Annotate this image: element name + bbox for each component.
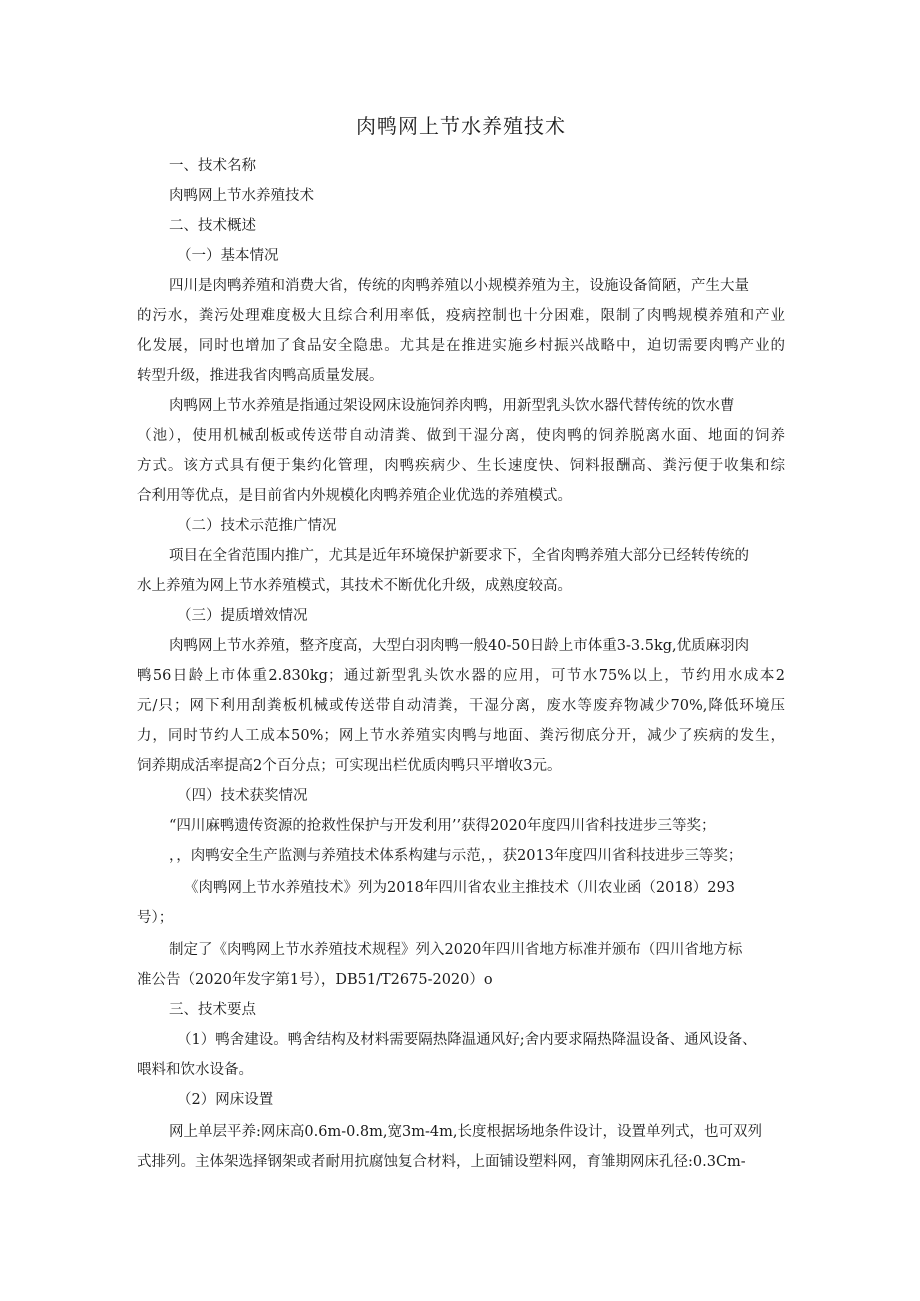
award-3-line: 《肉鸭网上节水养殖技术》列为2018年四川省农业主推技术（川农业函（2018）293 xyxy=(184,880,735,896)
award-1: “四川麻鸭遗传资源的抢救性保护与开发利用’’获得2020年度四川省科技进步三等奖； xyxy=(169,818,716,834)
point-1-line: 喂料和饮水设备。 xyxy=(137,1062,253,1078)
paragraph-2-line: 肉鸭网上节水养殖是指通过架设网床设施饲养肉鸭，用新型乳头饮水器代替传统的饮水曹 xyxy=(169,398,735,414)
paragraph-5-line: 网上单层平养:网床高0.6m-0.8m,宽3m-4m,长度根据场地条件设计，设置单列式，也可双列 xyxy=(169,1124,762,1140)
point-1-line: （1）鸭舍建设。鸭舍结构及材料需要隔热降温通风好;舍内要求隔热降温设备、通风设备、 xyxy=(177,1032,757,1048)
document-title: 肉鸭网上节水养殖技术 xyxy=(356,114,566,138)
award-4-line: 准公告（2020年发字第1号），DB51/T2675-2020）o xyxy=(137,972,493,988)
paragraph-4-line: 力，同时节约人工成本50%；网上节水养殖实肉鸭与地面、粪污彻底分开，减少了疾病的发生， xyxy=(137,728,785,744)
paragraph-1-line: 四川是肉鸭养殖和消费大省，传统的肉鸭养殖以小规模养殖为主，设施设备简陋，产生大量 xyxy=(169,278,749,294)
subsection-3-heading: （三）提质增效情况 xyxy=(177,608,308,624)
point-2-heading: （2）网床设置 xyxy=(177,1092,274,1108)
paragraph-4-line: 肉鸭网上节水养殖，整齐度高，大型白羽肉鸭一般40-50日龄上市体重3-3.5kg,优质麻羽肉 xyxy=(169,638,750,654)
paragraph-3-line: 水上养殖为网上节水养殖模式，其技术不断优化升级，成熟度较高。 xyxy=(137,578,572,594)
award-3-line: 号）； xyxy=(137,910,174,926)
section-1-text: 肉鸭网上节水养殖技术 xyxy=(169,188,314,204)
paragraph-4-line: 元/只；网下利用刮粪板机械或传送带自动清粪，干湿分离，废水等废弃物减少70%,降低环境压 xyxy=(137,698,785,714)
section-3-heading: 三、技术要点 xyxy=(169,1002,256,1018)
section-1-heading: 一、技术名称 xyxy=(169,158,256,174)
award-2: ，，肉鸭安全生产监测与养殖技术体系构建与示范，，获2013年度四川省科技进步三等奖； xyxy=(169,848,743,864)
subsection-2-heading: （二）技术示范推广情况 xyxy=(177,518,337,534)
paragraph-2-line: （池），使用机械刮板或传送带自动清粪、做到干湿分离，使肉鸭的饲养脱离水面、地面的饲养 xyxy=(137,428,785,444)
paragraph-1-line: 化发展，同时也增加了食品安全隐患。尤其是在推进实施乡村振兴战略中，迫切需要肉鸭产业的 xyxy=(137,338,785,354)
paragraph-4-line: 鸭56日龄上市体重2.830kg；通过新型乳头饮水器的应用，可节水75%以上，节约用水成本2 xyxy=(137,668,785,684)
subsection-4-heading: （四）技术获奖情况 xyxy=(177,788,308,804)
paragraph-4-line: 饲养期成活率提高2个百分点；可实现出栏优质肉鸭只平增收3元。 xyxy=(137,758,562,774)
paragraph-1-line: 的污水，粪污处理难度极大且综合利用率低，疫病控制也十分困难，限制了肉鸭规模养殖和产业 xyxy=(137,308,785,324)
paragraph-1-line: 转型升级，推进我省肉鸭高质量发展。 xyxy=(137,368,384,384)
paragraph-2-line: 方式。该方式具有便于集约化管理，肉鸭疾病少、生长速度快、饲料报酬高、粪污便于收集和综 xyxy=(137,458,785,474)
paragraph-3-line: 项目在全省范围内推广，尤其是近年环境保护新要求下，全省肉鸭养殖大部分已经转传统的 xyxy=(169,548,749,564)
award-4-line: 制定了《肉鸭网上节水养殖技术规程》列入2020年四川省地方标准并颁布（四川省地方标 xyxy=(169,942,743,958)
paragraph-2-line: 合利用等优点，是目前省内外规模化肉鸭养殖企业优选的养殖模式。 xyxy=(137,488,572,504)
subsection-1-heading: （一）基本情况 xyxy=(177,248,279,264)
section-2-heading: 二、技术概述 xyxy=(169,218,256,234)
paragraph-5-line: 式排列。主体架选择钢架或者耐用抗腐蚀复合材料，上面铺设塑料网，育雏期网床孔径:0.3Cm- xyxy=(137,1154,746,1170)
